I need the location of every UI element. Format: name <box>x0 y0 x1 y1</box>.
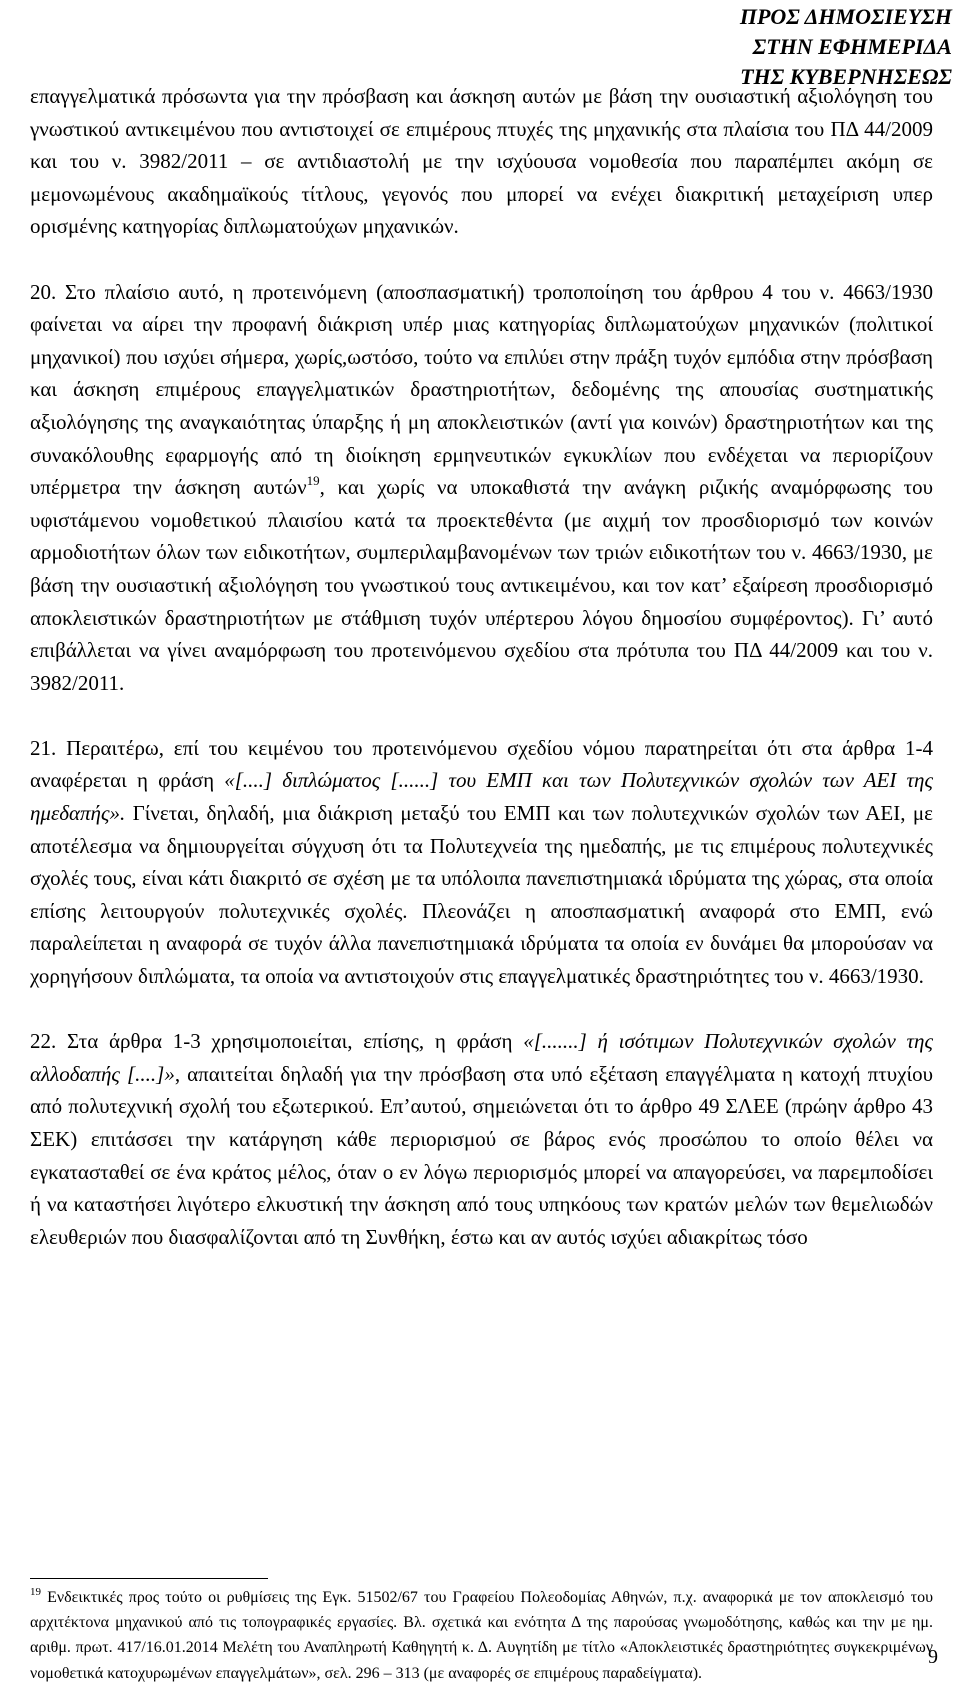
footnote-number: 19 <box>30 1586 41 1598</box>
paragraph-21 <box>30 732 933 993</box>
header-line-1: ΠΡΟΣ ΔΗΜΟΣΙΕΥΣΗ <box>739 4 952 29</box>
document-body <box>30 80 933 1253</box>
footnote-text: Ενδεικτικές προς τούτο οι ρυθμίσεις της Εγκ. 51502/67 του Γραφείου Πολεοδομίας Αθηνών, π.χ. αναφορικά με τον αποκλεισμό του αρχιτέκτονα μηχανικού από τις τοπογραφικές εργασίες. Βλ. σχετικά και ενότητα Δ της παρούσας γνωμοδότησης, καθώς και την με ημ. αριθμ. πρωτ. 417/16.01.2014 Μελέτη του Αναπληρωτή Καθηγητή κ. Δ. Αυγητίδη με τίτλο «Αποκλειστικές δραστηριότητες συγκεκριμένων νομοθετικά κατοχυρωμένων επαγγελμάτων», σελ. 296 – 313 (με αναφορές σε επιμέρους παραδείγματα). <box>30 1589 933 1682</box>
footnote-19 <box>30 1585 933 1686</box>
paragraph-20-text-a: 20. Στο πλαίσιο αυτό, η προτεινόμενη (αποσπασματική) τροποποίηση του άρθρου 4 του ν. 4663/1930 φαίνεται να αίρει την προφανή διάκριση υπέρ μιας κατηγορίας διπλωματούχων μηχανικών (πολιτικοί μηχανικοί) που ισχύει σήμερα, χωρίς,ωστόσο, τούτο να επιλύει στην πράξη τυχόν εμπόδια στην πρόσβαση και άσκηση επιμέρους επαγγελματικών δραστηριοτήτων, δεδομένης της απουσίας συστηματικής αξιολόγησης της αναγκαιότητας ύπαρξης ή μη αποκλειστικών (αντί για κοινών) δραστηριοτήτων και της συνακόλουθης εφαρμογής από τη διοίκηση ερμηνευτικών εγκυκλίων που ενδέχεται να περιορίζουν υπέρμετρα την άσκηση αυτών <box>30 279 933 500</box>
paragraph-22 <box>30 1025 933 1253</box>
paragraph-20 <box>30 276 933 700</box>
header-line-2: ΣΤΗΝ ΕΦΗΜΕΡΙΔΑ <box>752 34 952 59</box>
paragraph-21-text-a: 21. Περαιτέρω, επί του κειμένου του προτεινόμενου σχεδίου νόμου παρατηρείται ότι στα άρθρα 1-4 αναφέρεται η φράση <box>30 735 933 793</box>
paragraph-22-text-b: , απαιτείται δηλαδή για την πρόσβαση στα υπό εξέταση επαγγέλματα η κατοχή πτυχίου από πολυτεχνική σχολή του εξωτερικού. Επ’αυτού, σημειώνεται ότι το άρθρο 49 ΣΛΕΕ (πρώην άρθρο 43 ΣΕΚ) επιτάσσει την κατάργηση κάθε περιορισμού σε βάρος ενός προσώπου το οποίο θέλει να εγκατασταθεί σε ένα κράτος μέλος, όταν ο εν λόγω περιορισμός μπορεί να απαγορεύσει, να παρεμποδίσει ή να καταστήσει λιγότερο ελκυστική την άσκηση από τους υπηκόους των κρατών μελών των θεμελιωδών ελευθεριών που διασφαλίζονται από τη Συνθήκη, έστω και αν αυτός ισχύει αδιακρίτως τόσο <box>30 1061 933 1249</box>
page-number: 9 <box>928 1646 938 1668</box>
paragraph-21-quote: «[....] διπλώματος [......] του ΕΜΠ και των Πολυτεχνικών σχολών των ΑΕΙ της ημεδαπής». <box>30 768 933 826</box>
footnote-reference-19: 19 <box>306 473 320 489</box>
paragraph-21-text-b: Γίνεται, δηλαδή, μια διάκριση μεταξύ του ΕΜΠ και των πολυτεχνικών σχολών των ΑΕΙ, με αποτέλεσμα να δημιουργείται σύγχυση ότι τα Πολυτεχνεία της ημεδαπής, με τις επιμέρους πολυτεχνικές σχολές τους, είναι κάτι διακριτό σε σχέση με τα υπόλοιπα πανεπιστημιακά ιδρύματα της χώρας, στα οποία επίσης λειτουργούν πολυτεχνικές σχολές. Πλεονάζει η αποσπασματική αναφορά στο ΕΜΠ, ενώ παραλείπεται η αναφορά σε τυχόν άλλα πανεπιστημιακά ιδρύματα τα οποία εν δυνάμει θα μπορούσαν να χορηγήσουν διπλώματα, τα οποία να αντιστοιχούν στις επαγγελματικές δραστηριότητες του ν. 4663/1930. <box>30 801 933 989</box>
paragraph-20-text-b: , και χωρίς να υποκαθιστά την ανάγκη ριζικής αναμόρφωσης του υφιστάμενου νομοθετικού πλαισίου κατά τα προεκτεθέντα (με αιχμή τον προσδιορισμό των κοινών αρμοδιοτήτων όλων των ειδικοτήτων, συμπεριλαμβανομένων των τριών ειδικοτήτων του ν. 4663/1930, με βάση την ουσιαστική αξιολόγηση του γνωστικού τους αντικειμένου, και τον κατ’ εξαίρεση προσδιορισμό αποκλειστικών δραστηριοτήτων με στάθμιση τυχόν υπέρτερου λόγου δημοσίου συμφέροντος). Γι’ αυτό επιβάλλεται να γίνει αναμόρφωση του προτεινόμενου σχεδίου στα πρότυπα του ΠΔ 44/2009 και του ν. 3982/2011. <box>30 475 933 695</box>
header-line-3: ΤΗΣ ΚΥΒΕΡΝΗΣΕΩΣ <box>740 64 952 89</box>
paragraph-22-text-a: 22. Στα άρθρα 1-3 χρησιμοποιείται, επίσης, η φράση <box>30 1029 524 1054</box>
paragraph-22-quote: «[.......] ή ισότιμων Πολυτεχνικών σχολών της αλλοδαπής [....]» <box>30 1029 933 1086</box>
publication-header <box>740 2 952 92</box>
footnote-separator <box>30 1578 268 1579</box>
paragraph-continuation: επαγγελματικά πρόσωντα για την πρόσβαση και άσκηση αυτών με βάση την ουσιαστική αξιολόγηση του γνωστικού αντικειμένου που αντιστοιχεί σε επιμέρους πτυχές της μηχανικής στα πλαίσια του ΠΔ 44/2009 και του ν. 3982/2011 – σε αντιδιαστολή με την ισχύουσα νομοθεσία που παραπέμπει ακόμη σε μεμονωμένους ακαδημαϊκούς τίτλους, γεγονός που μπορεί να ενέχει διακριτική μεταχείριση υπερ ορισμένης κατηγορίας διπλωματούχων μηχανικών. <box>30 84 933 239</box>
